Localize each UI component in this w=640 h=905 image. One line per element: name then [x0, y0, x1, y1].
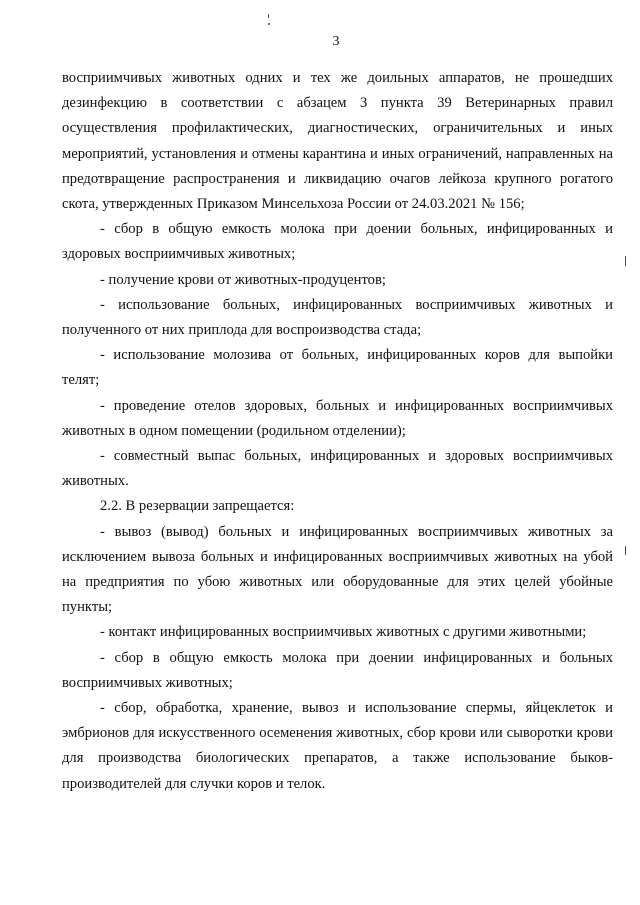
section-heading: 2.2. В резервации запрещается: — [100, 498, 295, 515]
paragraph: восприимчивых животных одних и тех же доильных аппаратов, не прошедших дезинфекцию в соответствии с абзацем 3 пункта 39 Ветеринарных правил осуществления профилактических, диагностических, ограничительных и иных мероприятий, установления и отмены карантина и иных ограничений, направленных на предотвращение распространения и ликвидацию очагов лейкоза крупного рогатого скота, утвержденных Приказом Минсельхоза России от 24.03.2021 № 156; — [62, 70, 613, 213]
page-number: 3 — [332, 34, 340, 49]
scan-mark — [268, 14, 269, 18]
scan-mark — [625, 256, 626, 266]
list-item: - получение крови от животных-продуцентов; — [100, 271, 386, 288]
list-item: - сбор в общую емкость молока при доении инфицированных и больных восприимчивых животных; — [62, 649, 613, 691]
scan-mark — [268, 23, 270, 25]
list-item: - сбор в общую емкость молока при доении больных, инфицированных и здоровых восприимчивых животных; — [62, 221, 613, 263]
document-body — [62, 66, 613, 797]
list-item: - вывоз (вывод) больных и инфицированных восприимчивых животных за исключением вывоза больных и инфицированных восприимчивых животных на убой на предприятия по убою животных или оборудованные для этих целей убойные пункты; — [62, 523, 613, 616]
list-item: - использование больных, инфицированных восприимчивых животных и полученного от них приплода для воспроизводства стада; — [62, 296, 613, 339]
list-item: - использование молозива от больных, инфицированных коров для выпойки телят; — [62, 347, 613, 389]
list-item: - контакт инфицированных восприимчивых животных с другими животными; — [100, 624, 587, 641]
list-item: - сбор, обработка, хранение, вывоз и использование спермы, яйцеклеток и эмбрионов для искусственного осеменения животных, сбор крови или сыворотки крови для производства биологических препаратов, а также использование быков-производителей для случки коров и телок. — [62, 700, 613, 792]
scan-mark — [625, 546, 626, 555]
list-item: - проведение отелов здоровых, больных и инфицированных восприимчивых животных в одном помещении (родильном отделении); — [62, 397, 613, 439]
list-item: - совместный выпас больных, инфицированных и здоровых восприимчивых животных. — [62, 448, 613, 490]
